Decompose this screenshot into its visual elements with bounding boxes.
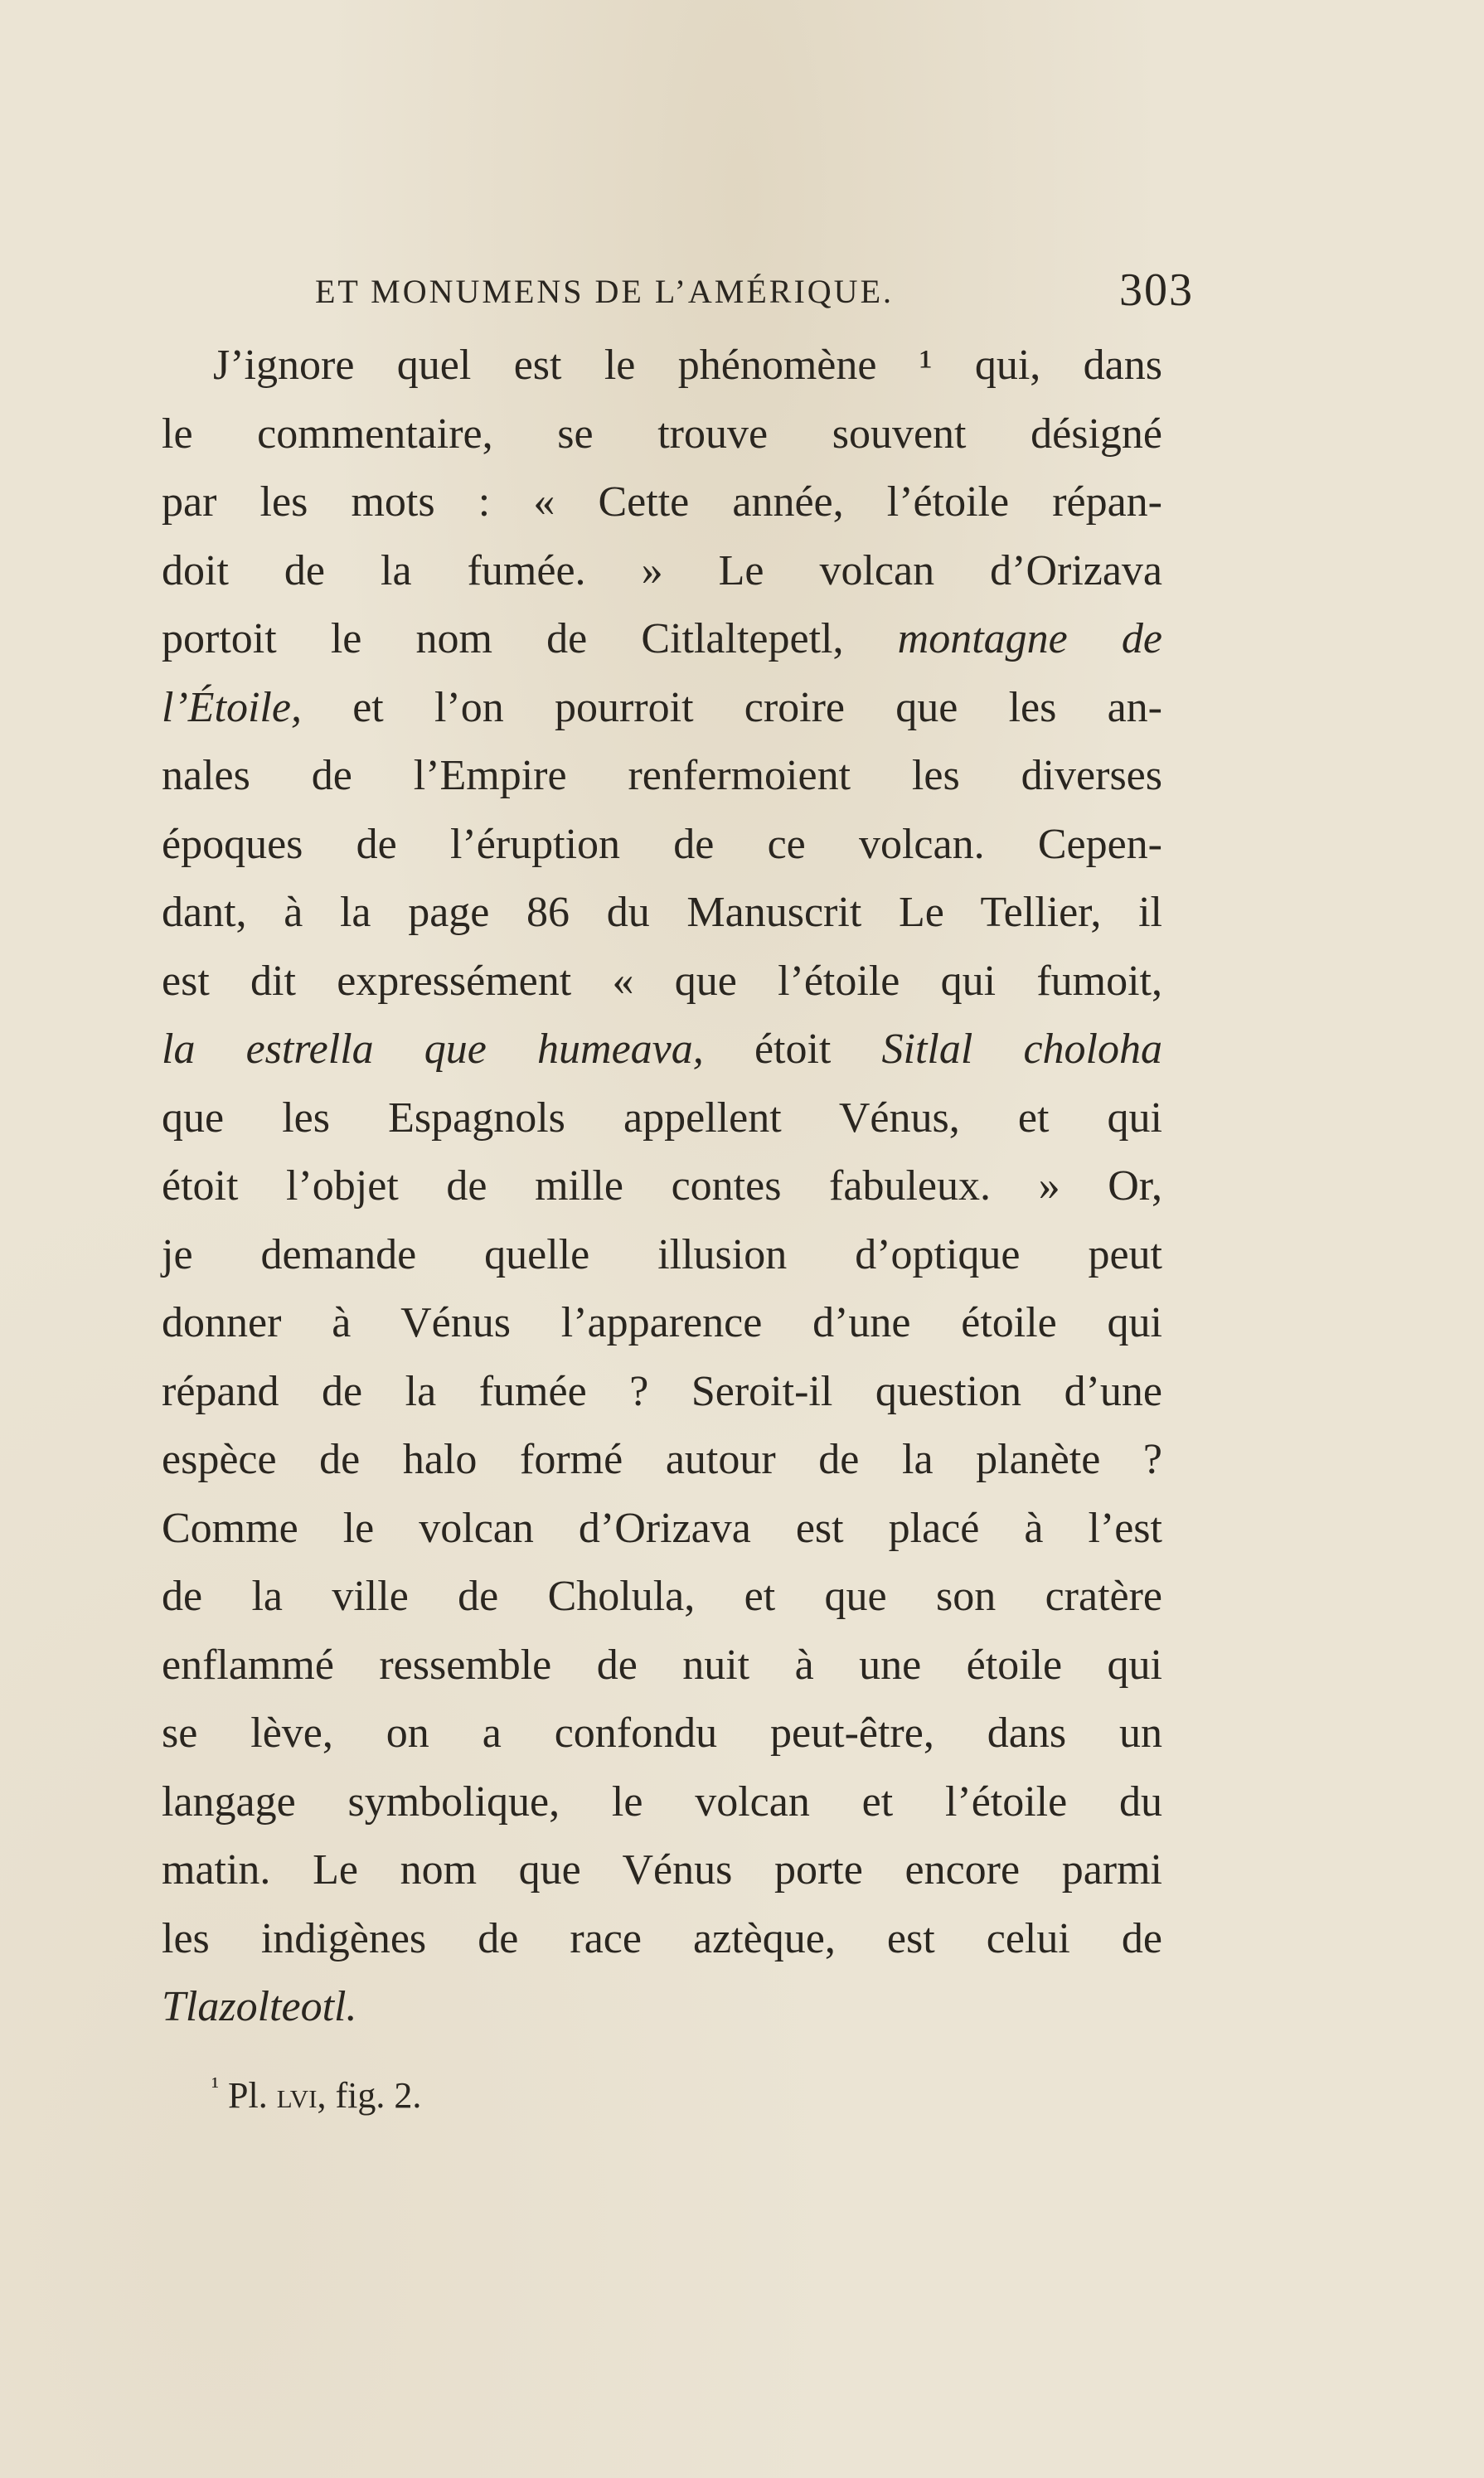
text-line: Comme le volcan d’Orizava est placé à l’est: [162, 1504, 1162, 1552]
text-line: nales de l’Empire renfermoient les diverses: [162, 752, 1162, 799]
text-line: portoit le nom de Citlaltepetl, montagne de: [162, 615, 1162, 662]
text-line: époques de l’éruption de ce volcan. Cepen-: [162, 820, 1162, 868]
footnote-text: Pl.: [228, 2075, 268, 2116]
text-line: langage symbolique, le volcan et l’étoile du: [162, 1777, 1162, 1826]
main-text: [162, 332, 1162, 2042]
text-line: que les Espagnols appellent Vénus, et qui: [162, 1094, 1162, 1142]
text-line: les indigènes de race aztèque, est celui de: [162, 1914, 1162, 1962]
text-line: se lève, on a confondu peut-être, dans un: [162, 1709, 1162, 1757]
text-line: est dit expressément « que l’étoile qui fumoit,: [162, 957, 1162, 1005]
text-line: matin. Le nom que Vénus porte encore parmi: [162, 1846, 1162, 1894]
text-line: étoit l’objet de mille contes fabuleux. » Or,: [162, 1162, 1162, 1210]
text-line: répand de la fumée ? Seroit-il question d’une: [162, 1367, 1162, 1415]
running-head: ET MONUMENS DE L’AMÉRIQUE.: [315, 273, 894, 310]
text-line: Tlazolteotl.: [162, 1983, 357, 2030]
italic-phrase: Sitlal choloha: [881, 1026, 1163, 1073]
text-line: espèce de halo formé autour de la planète ?: [162, 1436, 1162, 1483]
text-line: la estrella que humeava, étoit Sitlal choloha: [162, 1026, 1163, 1073]
text-line: doit de la fumée. » Le volcan d’Orizava: [162, 546, 1162, 594]
text-line: le commentaire, se trouve souvent désigné: [162, 410, 1162, 458]
text-line: l’Étoile, et l’on pourroit croire que les an-: [162, 683, 1162, 731]
footnote-plate: lvi: [276, 2075, 318, 2116]
text-line: enflammé ressemble de nuit à une étoile qui: [162, 1641, 1162, 1689]
italic-phrase: montagne de: [897, 615, 1162, 662]
text-line: de la ville de Cholula, et que son cratère: [162, 1573, 1162, 1620]
footnote-fig: , fig. 2.: [317, 2075, 422, 2116]
footnote-marker: ¹: [211, 2073, 219, 2100]
page-number: 303: [1119, 264, 1194, 316]
text-line: J’ignore quel est le phénomène ¹ qui, dans: [213, 342, 1162, 389]
text-line: par les mots : « Cette année, l’étoile répan-: [162, 478, 1162, 526]
italic-phrase: l’Étoile,: [162, 683, 302, 731]
text-line: je demande quelle illusion d’optique peut: [162, 1230, 1162, 1278]
text-line: donner à Vénus l’apparence d’une étoile qui: [162, 1299, 1162, 1346]
text-line: dant, à la page 86 du Manuscrit Le Tellier, il: [162, 889, 1162, 936]
italic-phrase: la estrella que humeava,: [162, 1026, 704, 1073]
footnote: [211, 2073, 421, 2117]
page-header: [315, 264, 1194, 322]
